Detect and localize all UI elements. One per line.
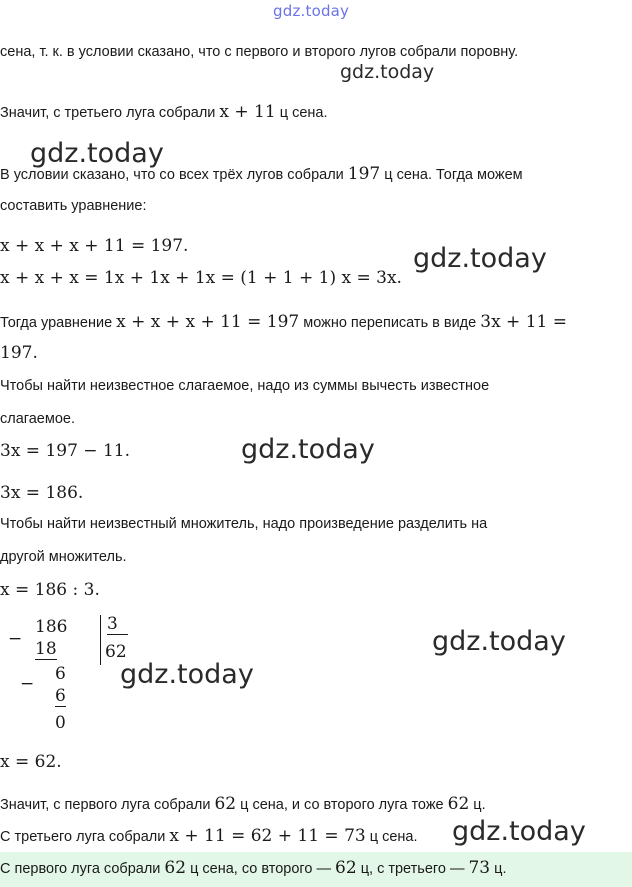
text-line: слагаемое. bbox=[0, 411, 75, 427]
text-line bbox=[0, 794, 486, 814]
equation: x + x + x + 11 = 197. bbox=[0, 236, 189, 256]
text-line bbox=[0, 102, 327, 122]
answer-text bbox=[0, 858, 507, 878]
minus-sign: − bbox=[8, 629, 23, 649]
text-segment: Тогда уравнение bbox=[0, 315, 117, 331]
math-expression: 3x + 11 = bbox=[480, 312, 567, 332]
equation: 197. bbox=[0, 343, 38, 363]
subtrahend: 6 bbox=[55, 686, 66, 706]
math-expression: 197 bbox=[347, 164, 381, 184]
answer-box bbox=[0, 852, 632, 887]
remainder: 6 bbox=[55, 664, 66, 684]
text-segment: В условии сказано, что со всех трёх лугов собрали bbox=[0, 167, 348, 183]
watermark: gdz.today bbox=[452, 816, 586, 847]
text-line bbox=[0, 826, 418, 846]
equation: 3x = 197 − 11. bbox=[0, 441, 130, 461]
text-segment: С первого луга собрали bbox=[0, 861, 165, 877]
text-line: Чтобы найти неизвестный множитель, надо произведение разделить на bbox=[0, 516, 488, 532]
text-line: другой множитель. bbox=[0, 549, 127, 565]
watermark: gdz.today bbox=[340, 61, 435, 83]
text-line bbox=[0, 164, 523, 184]
equation: x + x + x = 1x + 1x + 1x = (1 + 1 + 1) x = 3x. bbox=[0, 268, 402, 288]
watermark: gdz.today bbox=[413, 243, 547, 274]
text-segment: ц сена. bbox=[275, 105, 328, 121]
text-segment: можно переписать в виде bbox=[299, 315, 481, 331]
subtrahend: 18 bbox=[35, 639, 57, 659]
text-segment: ц. bbox=[490, 861, 507, 877]
text-line: Чтобы найти неизвестное слагаемое, надо из суммы вычесть известное bbox=[0, 378, 490, 394]
division-bar bbox=[100, 615, 101, 665]
math-expression: 62 bbox=[214, 794, 237, 814]
equation: 3x = 186. bbox=[0, 483, 84, 503]
text-segment: ц. bbox=[469, 797, 486, 813]
minus-sign: − bbox=[20, 674, 35, 694]
math-expression: 62 bbox=[447, 794, 470, 814]
text-segment: ц сена, и со второго луга тоже bbox=[236, 797, 448, 813]
text-segment: ц сена, со второго — bbox=[186, 861, 336, 877]
math-expression: 62 bbox=[335, 858, 357, 878]
text-segment: ц, с третьего — bbox=[356, 861, 469, 877]
watermark: gdz.today bbox=[241, 434, 375, 465]
math-expression: 73 bbox=[468, 858, 491, 878]
math-expression: x + x + x + 11 = 197 bbox=[116, 312, 300, 332]
math-expression: x + 11 bbox=[219, 102, 276, 122]
equation: x = 62. bbox=[0, 752, 62, 772]
watermark: gdz.today bbox=[120, 659, 254, 690]
divisor: 3 bbox=[107, 615, 128, 635]
text-line bbox=[0, 312, 567, 332]
watermark-top: gdz.today bbox=[273, 2, 350, 20]
math-expression: 62 bbox=[164, 858, 187, 878]
text-segment: Значит, с третьего луга собрали bbox=[0, 105, 220, 121]
quotient: 62 bbox=[105, 642, 127, 662]
text-segment: ц сена. Тогда можем bbox=[380, 167, 523, 183]
text-segment: ц сена. bbox=[365, 829, 418, 845]
final-remainder: 0 bbox=[55, 713, 66, 733]
text-segment: С третьего луга собрали bbox=[0, 829, 170, 845]
equation: x = 186 : 3. bbox=[0, 580, 100, 600]
text-line: сена, т. к. в условии сказано, что с первого и второго лугов собрали поровну. bbox=[0, 44, 519, 60]
watermark: gdz.today bbox=[432, 626, 566, 657]
dividend: 186 bbox=[35, 617, 68, 637]
watermark: gdz.today bbox=[30, 138, 164, 169]
math-expression: x + 11 = 62 + 11 = 73 bbox=[169, 826, 366, 846]
text-line: составить уравнение: bbox=[0, 198, 147, 214]
text-segment: Значит, с первого луга собрали bbox=[0, 797, 215, 813]
